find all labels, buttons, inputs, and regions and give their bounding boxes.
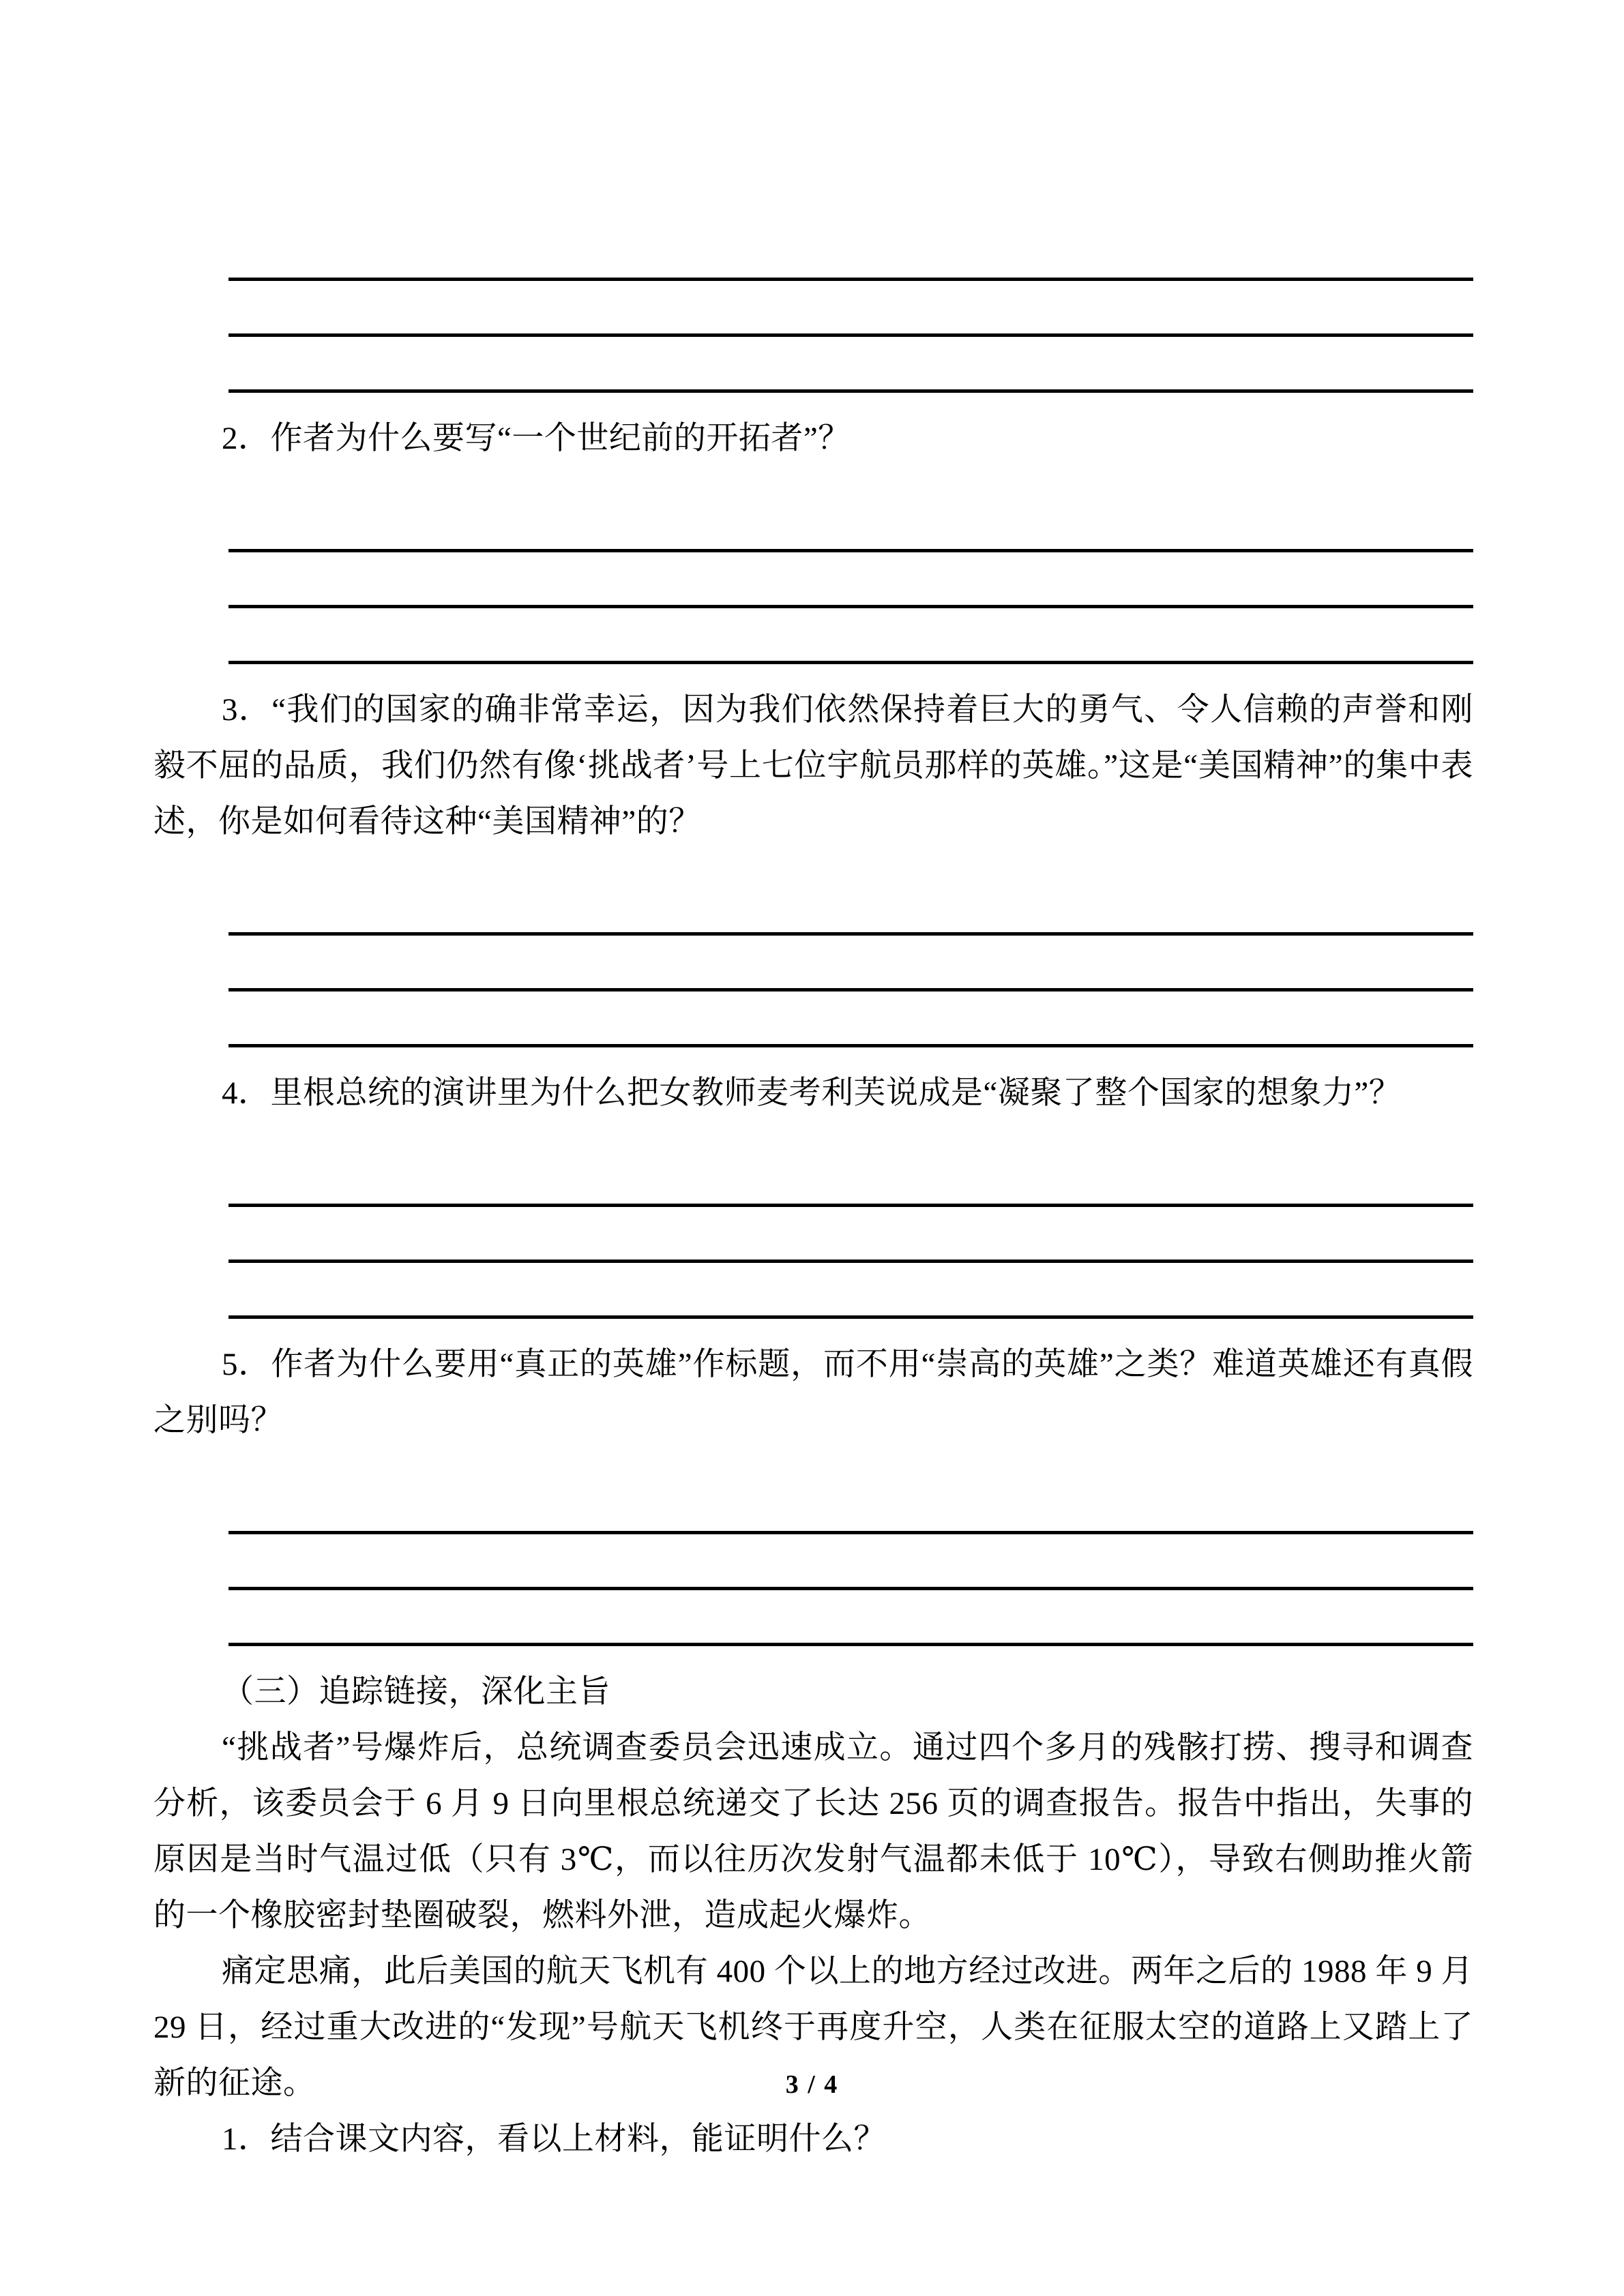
answer-line[interactable] [228, 496, 1473, 552]
answer-lines-question-5 [153, 1478, 1473, 1646]
question-4-text: 4．里根总统的演讲里为什么把女教师麦考利芙说成是“凝聚了整个国家的想象力”？ [222, 1075, 1402, 1111]
answer-line[interactable] [228, 1207, 1473, 1263]
spacer [153, 393, 1473, 411]
answer-lines-question-1 [153, 225, 1473, 393]
answer-line[interactable] [228, 337, 1473, 393]
answer-line[interactable] [228, 936, 1473, 992]
question-2-text: 2．作者为什么要写“一个世纪前的开拓者”？ [222, 421, 851, 456]
answer-line[interactable] [228, 1263, 1473, 1319]
spacer [153, 850, 1473, 880]
answer-line[interactable] [228, 552, 1473, 608]
spacer [153, 1121, 1473, 1151]
answer-line[interactable] [228, 225, 1473, 281]
spacer [153, 466, 1473, 496]
page-content-column [153, 0, 1482, 2296]
spacer [153, 664, 1473, 682]
spacer [153, 1047, 1473, 1065]
spacer [153, 1646, 1473, 1664]
spacer [153, 1448, 1473, 1478]
question-3-text: 3．“我们的国家的确非常幸运，因为我们依然保持着巨大的勇气、令人信赖的声誉和刚毅不屈的品质，我们仍然有像‘挑战者’号上七位宇航员那样的英雄。”这是“美国精神”的集中表述，你是如何看待这种“美国精神”的？ [153, 692, 1473, 839]
answer-lines-question-2 [153, 496, 1473, 664]
answer-line[interactable] [228, 608, 1473, 664]
answer-line[interactable] [228, 281, 1473, 337]
question-6-text: 1．结合课文内容，看以上材料，能证明什么？ [222, 2121, 886, 2157]
answer-lines-question-4 [153, 1151, 1473, 1319]
question-5-text: 5．作者为什么要用“真正的英雄”作标题，而不用“崇高的英雄”之类？难道英雄还有真假之别吗？ [153, 1347, 1473, 1438]
answer-line[interactable] [228, 992, 1473, 1047]
answer-line[interactable] [228, 880, 1473, 936]
answer-line[interactable] [228, 1590, 1473, 1646]
section-heading-three: （三）追踪链接，深化主旨 [222, 1674, 610, 1710]
spacer [153, 1319, 1473, 1337]
material-paragraph-2: 痛定思痛，此后美国的航天飞机有 400 个以上的地方经过改进。两年之后的 1988 年 9 月 29 日，经过重大改进的“发现”号航天飞机终于再度升空，人类在征服太空的道路上又踏上了新的征途。 [153, 1954, 1482, 2101]
answer-line[interactable] [228, 1478, 1473, 1534]
answer-line[interactable] [228, 1534, 1473, 1590]
answer-line[interactable] [228, 1151, 1473, 1207]
material-paragraph-1: “挑战者”号爆炸后，总统调查委员会迅速成立。通过四个多月的残骸打捞、搜寻和调查分析，该委员会于 6 月 9 日向里根总统递交了长达 256 页的调查报告。报告中指出，失事的原因是当时气温过低（只有 3℃，而以往历次发射气温都未低于 10℃），导致右侧助推火箭的一个橡胶密封垫圈破裂，燃料外泄，造成起火爆炸。 [153, 1730, 1473, 1933]
page-number: 3 / 4 [785, 2070, 839, 2099]
answer-lines-question-3 [153, 880, 1473, 1047]
top-margin-spacer [153, 0, 1473, 225]
